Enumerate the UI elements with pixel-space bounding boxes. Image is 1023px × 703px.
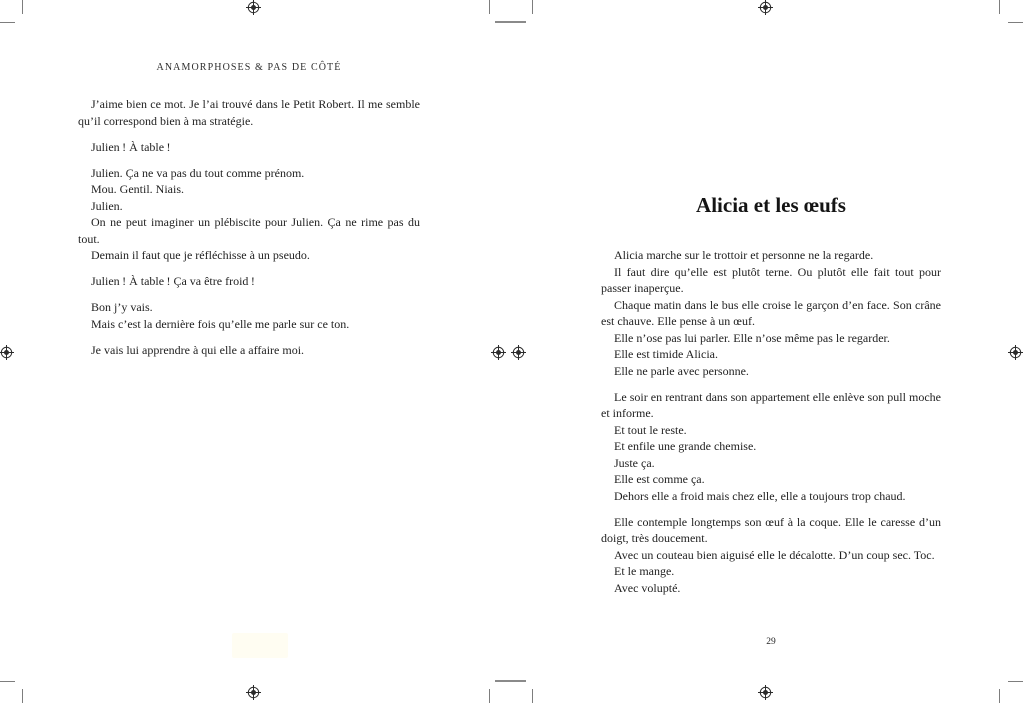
paragraph: Mais c’est la dernière fois qu’elle me parle sur ce ton. xyxy=(91,316,350,331)
crop-mark xyxy=(532,689,533,703)
story-title: Alicia et les œufs xyxy=(696,193,846,217)
crop-mark xyxy=(0,22,15,23)
crop-mark xyxy=(489,0,490,14)
paragraph-group xyxy=(78,139,420,156)
left-page xyxy=(78,62,420,358)
registration-target-icon xyxy=(246,685,261,700)
faint-print-artifact xyxy=(232,633,288,658)
paragraph-group xyxy=(601,389,941,505)
paragraph: On ne peut imaginer un plébiscite pour Julien. Ça ne rime pas du tout. xyxy=(78,215,420,246)
paragraph: Mou. Gentil. Niais. xyxy=(91,182,184,196)
paragraph: Chaque matin dans le bus elle croise le garçon d’en face. Son crâne est chauve. Elle pense à un œuf. xyxy=(601,297,941,328)
right-page xyxy=(601,190,941,596)
crop-mark xyxy=(22,0,23,14)
paragraph: J’aime bien ce mot. Je l’ai trouvé dans le Petit Robert. Il me semble qu’il correspond bien à ma stratégie. xyxy=(78,97,420,128)
paragraph-group xyxy=(78,299,420,332)
paragraph: Julien ! À table ! Ça va être froid ! xyxy=(91,274,255,288)
crop-mark xyxy=(999,0,1000,14)
paragraph: Et le mange. xyxy=(614,564,675,578)
paragraph-group xyxy=(78,273,420,290)
paragraph-group xyxy=(601,514,941,597)
paragraph: Bon j’y vais. xyxy=(91,300,153,314)
crop-mark xyxy=(532,0,533,14)
left-page-body xyxy=(78,96,420,358)
registration-target-icon xyxy=(246,0,261,15)
paragraph: Juste ça. xyxy=(614,455,655,470)
paragraph: Et tout le reste. xyxy=(614,422,687,437)
paragraph: Demain il faut que je réfléchisse à un pseudo. xyxy=(91,248,310,262)
crop-mark xyxy=(999,689,1000,703)
registration-target-icon xyxy=(511,345,526,360)
paragraph: Avec volupté. xyxy=(614,580,681,595)
paragraph: Elle n’ose pas lui parler. Elle n’ose même pas le regarder. xyxy=(614,330,890,345)
paragraph-group xyxy=(78,96,420,129)
paragraph: Alicia marche sur le trottoir et personne ne la regarde. xyxy=(614,248,874,262)
crop-mark xyxy=(1008,22,1023,23)
paragraph: Et enfile une grande chemise. xyxy=(614,439,757,453)
paragraph-group xyxy=(78,342,420,359)
crop-mark xyxy=(489,689,490,703)
crop-mark xyxy=(1008,681,1023,682)
paragraph-group xyxy=(601,247,941,379)
paragraph: Dehors elle a froid mais chez elle, elle a toujours trop chaud. xyxy=(614,488,906,503)
registration-target-icon xyxy=(758,0,773,15)
paragraph: Je vais lui apprendre à qui elle a affaire moi. xyxy=(91,342,305,357)
page-number: 29 xyxy=(766,637,776,647)
paragraph: Julien ! À table ! xyxy=(91,139,171,154)
paragraph: Julien. xyxy=(91,198,123,213)
registration-target-icon xyxy=(758,685,773,700)
crop-mark xyxy=(495,21,526,23)
crop-mark xyxy=(495,680,526,682)
paragraph: Elle ne parle avec personne. xyxy=(614,363,749,378)
right-page-body xyxy=(601,247,941,596)
paragraph-group xyxy=(78,165,420,264)
crop-mark xyxy=(22,689,23,703)
paragraph: Elle est comme ça. xyxy=(614,472,705,486)
registration-target-icon xyxy=(491,345,506,360)
running-header: ANAMORPHOSES & PAS DE CÔTÉ xyxy=(156,62,342,73)
paragraph: Il faut dire qu’elle est plutôt terne. Ou plutôt elle fait tout pour passer inaperçue. xyxy=(601,264,941,295)
registration-target-icon xyxy=(1008,345,1023,360)
paragraph: Elle contemple longtemps son œuf à la coque. Elle le caresse d’un doigt, très doucement. xyxy=(601,514,941,545)
registration-target-icon xyxy=(0,345,14,360)
paragraph: Avec un couteau bien aiguisé elle le décalotte. D’un coup sec. Toc. xyxy=(614,547,935,562)
paragraph: Julien. Ça ne va pas du tout comme prénom. xyxy=(91,165,305,180)
paragraph: Le soir en rentrant dans son appartement elle enlève son pull moche et informe. xyxy=(601,389,941,420)
crop-mark xyxy=(0,681,15,682)
paragraph: Elle est timide Alicia. xyxy=(614,347,718,361)
